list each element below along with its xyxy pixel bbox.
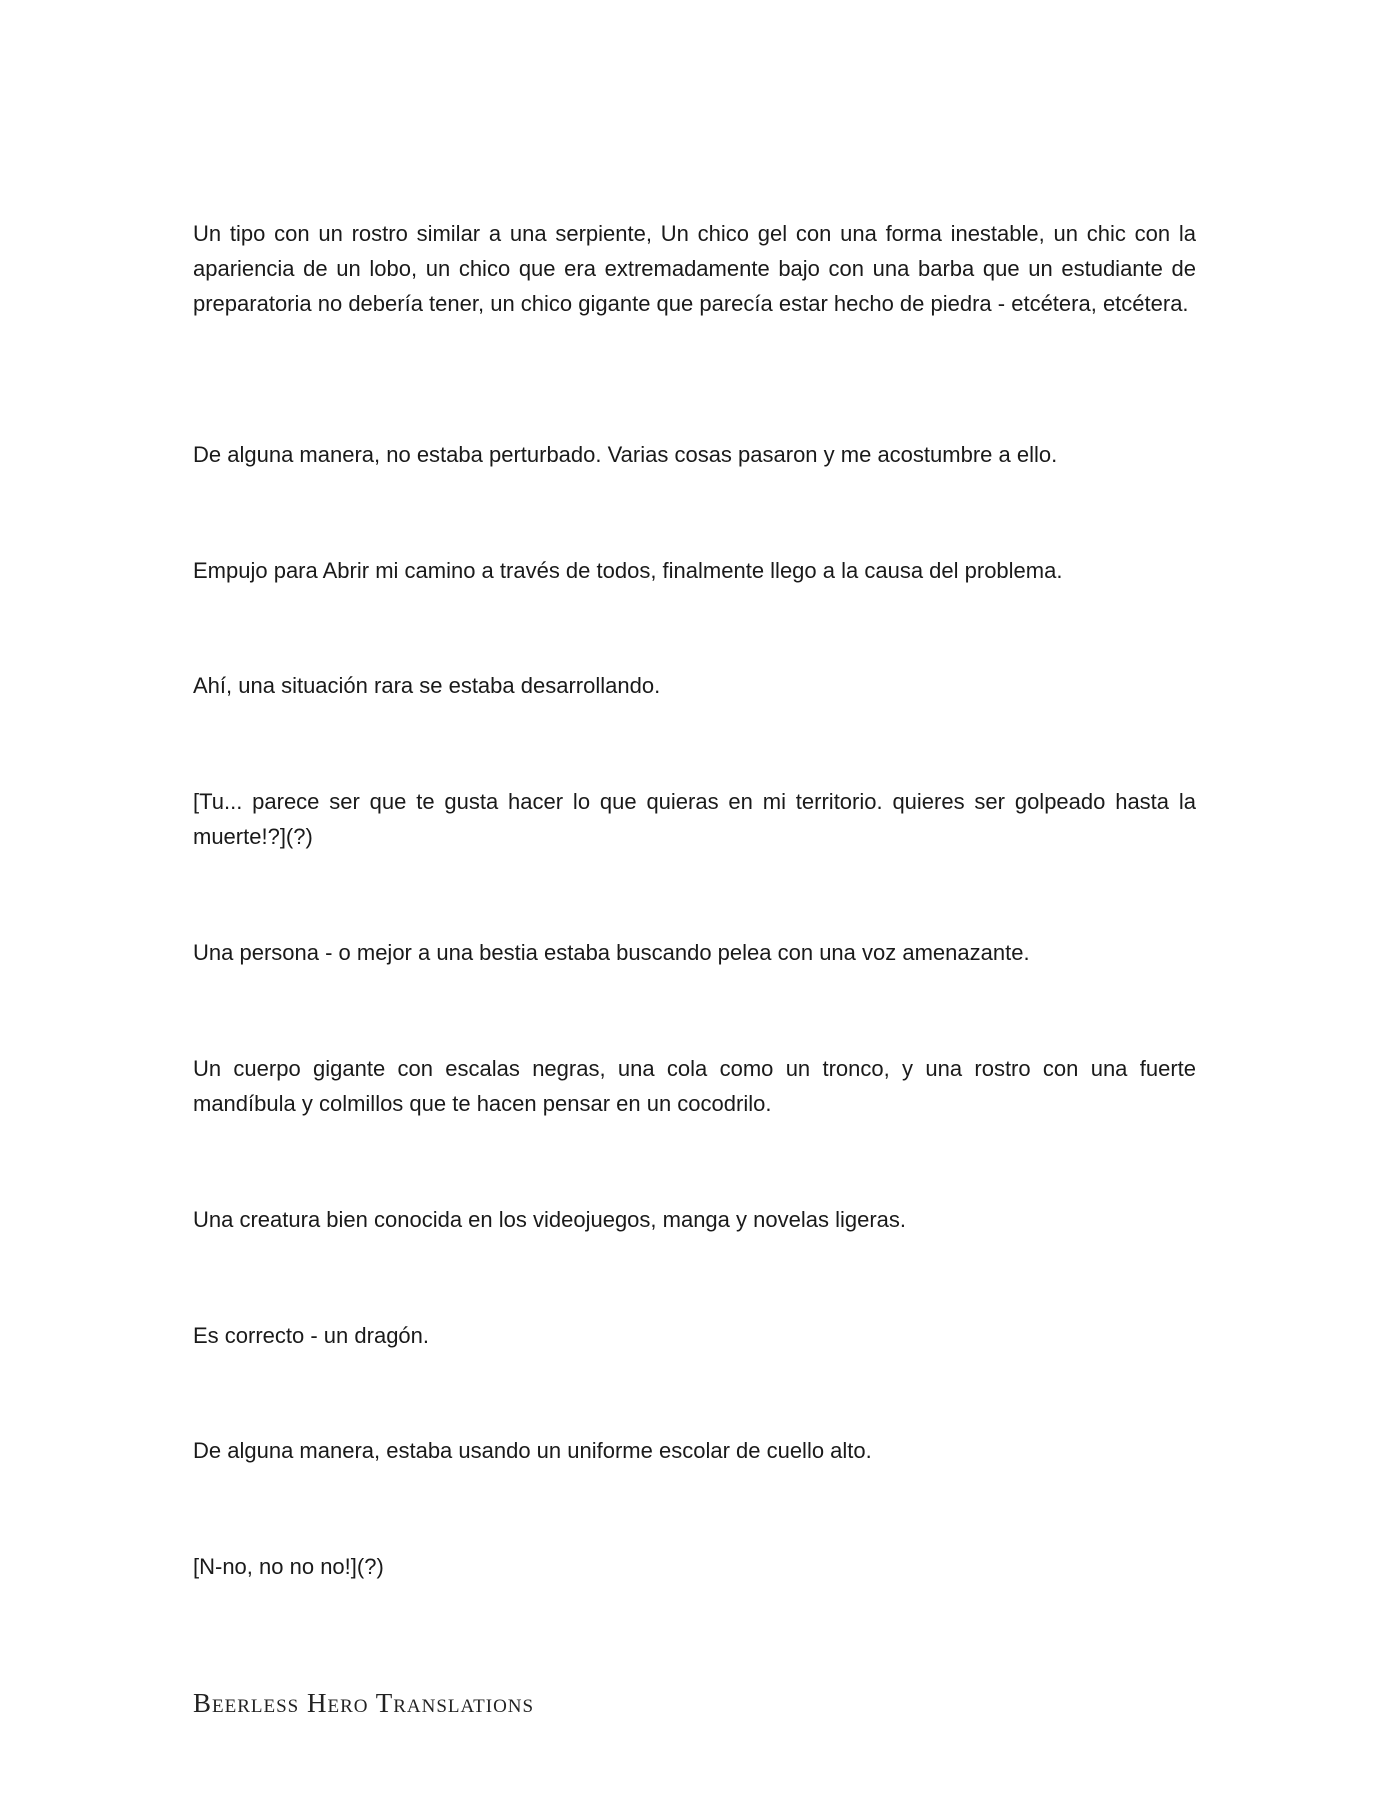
paragraph-6: Una persona - o mejor a una bestia estaba buscando pelea con una voz amenazante. <box>193 940 1030 965</box>
paragraph-4: Ahí, una situación rara se estaba desarrollando. <box>193 673 661 698</box>
paragraph-9: Es correcto - un dragón. <box>193 1323 430 1348</box>
paragraph-11: [N-no, no no no!](?) <box>193 1554 384 1579</box>
footer-translator-credit: Beerless Hero Translations <box>193 1688 535 1718</box>
paragraph-10: De alguna manera, estaba usando un uniforme escolar de cuello alto. <box>193 1438 872 1463</box>
paragraph-3: Empujo para Abrir mi camino a través de todos, finalmente llego a la causa del problema. <box>193 558 1063 583</box>
paragraph-7: Un cuerpo gigante con escalas negras, una cola como un tronco, y una rostro con una fuerte mandíbula y colmillos que te hacen pensar en un cocodrilo. <box>193 1056 1196 1116</box>
paragraph-1: Un tipo con un rostro similar a una serpiente, Un chico gel con una forma inestable, un chic con la apariencia de un lobo, un chico que era extremadamente bajo con una barba que un estudiante de preparatoria no debería tener, un chico gigante que parecía estar hecho de piedra - etcétera, etcétera. <box>193 221 1196 316</box>
paragraph-8: Una creatura bien conocida en los videojuegos, manga y novelas ligeras. <box>193 1207 906 1232</box>
paragraph-2: De alguna manera, no estaba perturbado. Varias cosas pasaron y me acostumbre a ello. <box>193 442 1058 467</box>
paragraph-5: [Tu... parece ser que te gusta hacer lo que quieras en mi territorio. quieres ser golpeado hasta la muerte!?](?) <box>193 789 1196 849</box>
